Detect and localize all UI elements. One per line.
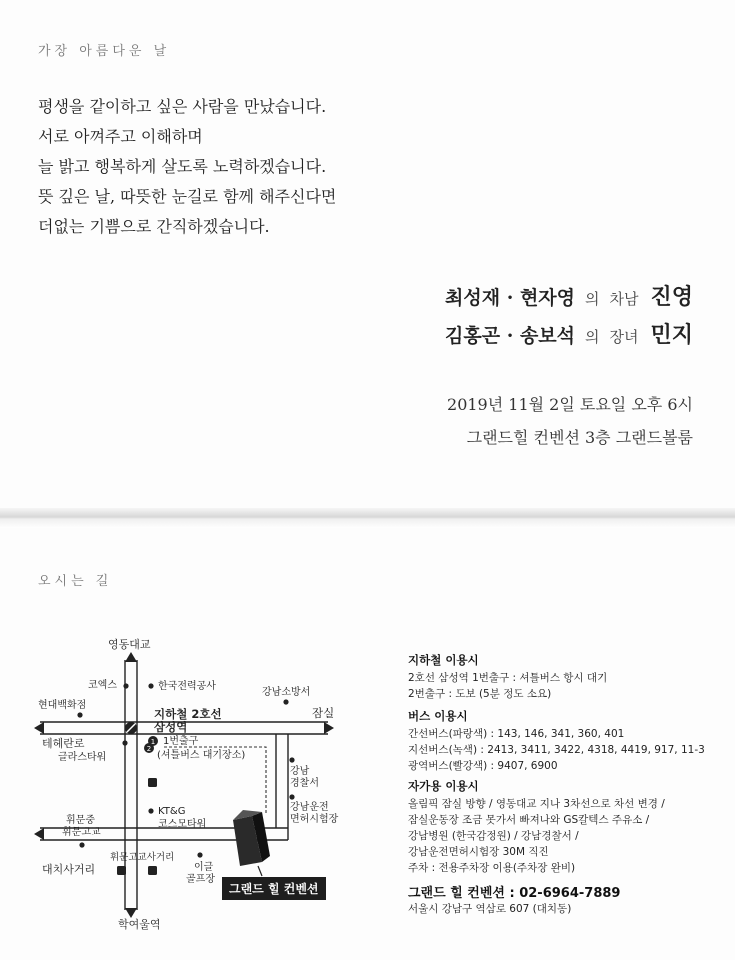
label-yeongdong-bridge: 영동대교 (108, 638, 151, 651)
label-hwimun-junction: 휘문고교사거리 (110, 852, 175, 863)
poi-dot (79, 842, 84, 847)
poi-dot (289, 757, 294, 762)
location-map (30, 630, 370, 935)
label-hwimun-middle: 휘문중 (66, 815, 95, 826)
poi-dot (197, 852, 202, 857)
label-ktg: KT&G (158, 806, 186, 817)
bride-name: 민지 (650, 322, 693, 348)
venue-label: 그랜드 힐 컨벤션 (222, 877, 326, 900)
bus-line: 간선버스(파랑색) : 143, 146, 341, 360, 401 (408, 728, 625, 740)
invitation-heading: 가장 아름다운 날 (38, 44, 171, 59)
groom-name: 진영 (650, 284, 693, 310)
poi-dot (122, 740, 127, 745)
arrow-up-icon (125, 652, 137, 662)
event-venue: 그랜드힐 컨벤션 3층 그랜드볼룸 (466, 428, 693, 447)
bus-icon (117, 866, 126, 875)
label-samseong-station: 삼성역 (154, 720, 188, 734)
of-particle: 의 (585, 290, 600, 308)
label-coex: 코엑스 (88, 680, 117, 691)
subway-line: 2번출구 : 도보 (5분 정도 소요) (408, 688, 552, 700)
label-gangnam-police-1: 강남 (290, 766, 310, 777)
car-line: 강남운전면허시험장 30M 직진 (408, 846, 549, 858)
label-eagle-golf-1: 이글 (194, 862, 214, 873)
label-glass-tower: 글라스타워 (58, 752, 107, 763)
groom-relation: 차남 (609, 290, 639, 308)
car-line: 올림픽 잠실 방향 / 영동대교 지나 3차선으로 차선 변경 / (408, 798, 665, 810)
car-title: 자가용 이용시 (408, 779, 479, 793)
of-particle: 의 (585, 328, 600, 346)
bride-parents: 김홍곤 · 송보석 (445, 325, 575, 347)
bus-title: 버스 이용시 (408, 709, 468, 723)
label-license-center-1: 강남운전 (290, 802, 329, 813)
car-line: 강남병원 (한국감정원) / 강남경찰서 / (408, 830, 579, 842)
label-hwimun-high: 휘문고교 (62, 827, 101, 838)
groom-family-line (445, 280, 693, 311)
bride-relation: 장녀 (609, 328, 639, 346)
poi-dot (289, 794, 294, 799)
event-datetime: 2019년 11월 2일 토요일 오후 6시 (447, 395, 693, 414)
label-license-center-2: 면허시험장 (290, 814, 339, 825)
venue-pointer (258, 866, 262, 876)
label-hakyeoul-station: 학여울역 (118, 918, 161, 931)
label-cosmo-tower: 코스모타워 (158, 819, 207, 830)
arrow-left-icon (34, 828, 44, 840)
bride-family-line (445, 318, 693, 349)
invitation-message (38, 92, 336, 242)
subway-line: 2호선 삼성역 1번출구 : 셔틀버스 항시 대기 (408, 672, 608, 684)
subway-title: 지하철 이용시 (408, 653, 479, 667)
message-line: 평생을 같이하고 싶은 사람을 만났습니다. (38, 97, 327, 116)
message-line: 늘 밝고 행복하게 살도록 노력하겠습니다. (38, 157, 327, 176)
exit2-number: 2 (146, 745, 152, 753)
car-line: 잠실운동장 조금 못가서 빠져나와 GS칼텍스 주유소 / (408, 814, 650, 826)
venue-address: 서울시 강남구 역삼로 607 (대치동) (408, 903, 572, 915)
card-fold (0, 508, 735, 528)
label-eagle-golf-2: 골프장 (186, 874, 215, 885)
bus-icon (148, 778, 157, 787)
arrow-left-icon (34, 722, 44, 734)
label-daechi-junction: 대치사거리 (42, 863, 96, 876)
poi-dot (123, 683, 128, 688)
label-jamsil: 잠실 (312, 706, 335, 720)
label-gangnam-fire-station: 강남소방서 (262, 687, 311, 698)
message-line: 더없는 기쁨으로 간직하겠습니다. (38, 217, 270, 236)
groom-parents: 최성재 · 현자영 (445, 287, 575, 309)
poi-dot (283, 699, 288, 704)
message-line: 뜻 깊은 날, 따뜻한 눈길로 함께 해주신다면 (38, 187, 337, 206)
bus-line: 지선버스(녹색) : 2413, 3411, 3422, 4318, 4419, 917, 11-3 (408, 744, 705, 756)
label-teheran-ro: 테헤란로 (42, 737, 85, 750)
label-subway-line: 지하철 2호선 (154, 707, 222, 721)
label-gangnam-police-2: 경찰서 (290, 778, 319, 789)
label-exit1: 1번출구 (163, 736, 199, 747)
label-hyundai-dept: 현대백화점 (38, 700, 87, 711)
poi-dot (148, 683, 153, 688)
label-shuttle-stop: (셔틀버스 대기장소) (157, 750, 246, 761)
venue-contact: 그랜드 힐 컨벤션 : 02-6964-7889 (408, 886, 621, 901)
arrow-down-icon (125, 908, 137, 918)
label-kepco: 한국전력공사 (158, 681, 216, 692)
poi-dot (77, 712, 82, 717)
bus-icon (148, 866, 157, 875)
message-line: 서로 아껴주고 이해하며 (38, 127, 203, 146)
exit1-number: 1 (150, 738, 156, 746)
parking-info: 주차 : 전용주차장 이용(주차장 완비) (408, 862, 576, 874)
poi-dot (148, 808, 153, 813)
bus-line: 광역버스(빨강색) : 9407, 6900 (408, 760, 558, 772)
arrow-right-icon (324, 722, 334, 734)
directions-heading: 오시는 길 (38, 574, 113, 589)
